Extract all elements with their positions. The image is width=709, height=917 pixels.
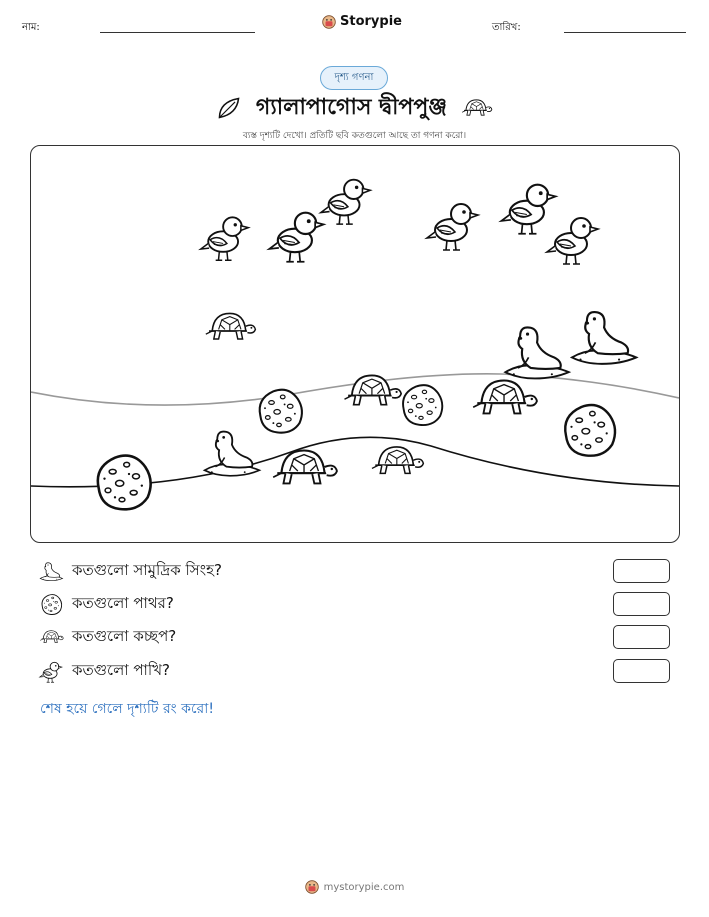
question-text: কতগুলো সামুদ্রিক সিংহ?: [72, 560, 222, 579]
bird: [547, 218, 598, 264]
bird: [427, 204, 478, 250]
footer-url[interactable]: mystorypie.com: [323, 881, 405, 893]
name-label: নাম:: [22, 22, 40, 33]
question-tortoises: [38, 624, 176, 650]
bird: [201, 217, 249, 260]
name-line[interactable]: [100, 32, 255, 33]
sea-lion-icon: [38, 558, 64, 584]
bird-icon: [38, 658, 64, 684]
storypie-icon: [322, 15, 336, 29]
answer-box-rocks[interactable]: [613, 592, 670, 616]
question-text: কতগুলো পাখি?: [72, 660, 171, 679]
bird: [269, 213, 323, 262]
rock: [403, 385, 442, 425]
rock-icon: [38, 591, 64, 617]
rock: [98, 456, 151, 510]
storypie-icon: [305, 880, 319, 894]
tortoise: [206, 313, 256, 339]
answer-box-tortoises[interactable]: [613, 625, 670, 649]
sea-lion: [572, 312, 636, 364]
storypie-logo: [322, 14, 402, 29]
sea-lion: [204, 432, 259, 476]
answer-box-birds[interactable]: [613, 659, 670, 683]
bird: [321, 180, 370, 224]
sea-lion: [505, 327, 568, 378]
rock: [260, 390, 302, 433]
question-rocks: [38, 591, 174, 617]
brand-name: Storypie: [340, 14, 402, 29]
date-label: তারিখ:: [492, 22, 521, 33]
scene-illustration: [31, 146, 679, 542]
question-sea-lions: [38, 558, 222, 584]
footer: [0, 880, 709, 894]
worksheet-header: [0, 14, 709, 38]
tortoise: [372, 447, 423, 474]
instructions: ব্যস্ত দৃশ্যটি দেখো। প্রতিটি ছবি কতগুলো আছে তা গণনা করো।: [242, 131, 467, 141]
question-birds: [38, 658, 170, 684]
question-text: কতগুলো পাথর?: [72, 593, 174, 612]
tortoise: [473, 381, 537, 414]
title-text: গ্যালাপাগোস দ্বীপপুঞ্জ: [255, 95, 448, 120]
coloring-instruction: শেষ হয়ে গেলে দৃশ্যটি রং করো!: [40, 701, 214, 717]
page-title: [0, 90, 709, 127]
date-line[interactable]: [564, 32, 686, 33]
question-text: কতগুলো কচ্ছপ?: [72, 626, 177, 645]
tortoise-icon: [459, 96, 493, 120]
tortoise-icon: [38, 624, 64, 650]
bird: [501, 185, 555, 234]
counting-scene: [30, 145, 680, 543]
answer-box-sea-lions[interactable]: [613, 559, 670, 583]
rock: [565, 405, 615, 456]
category-pill: দৃশ্য গণনা: [320, 66, 388, 90]
leaf-icon: [216, 95, 242, 121]
